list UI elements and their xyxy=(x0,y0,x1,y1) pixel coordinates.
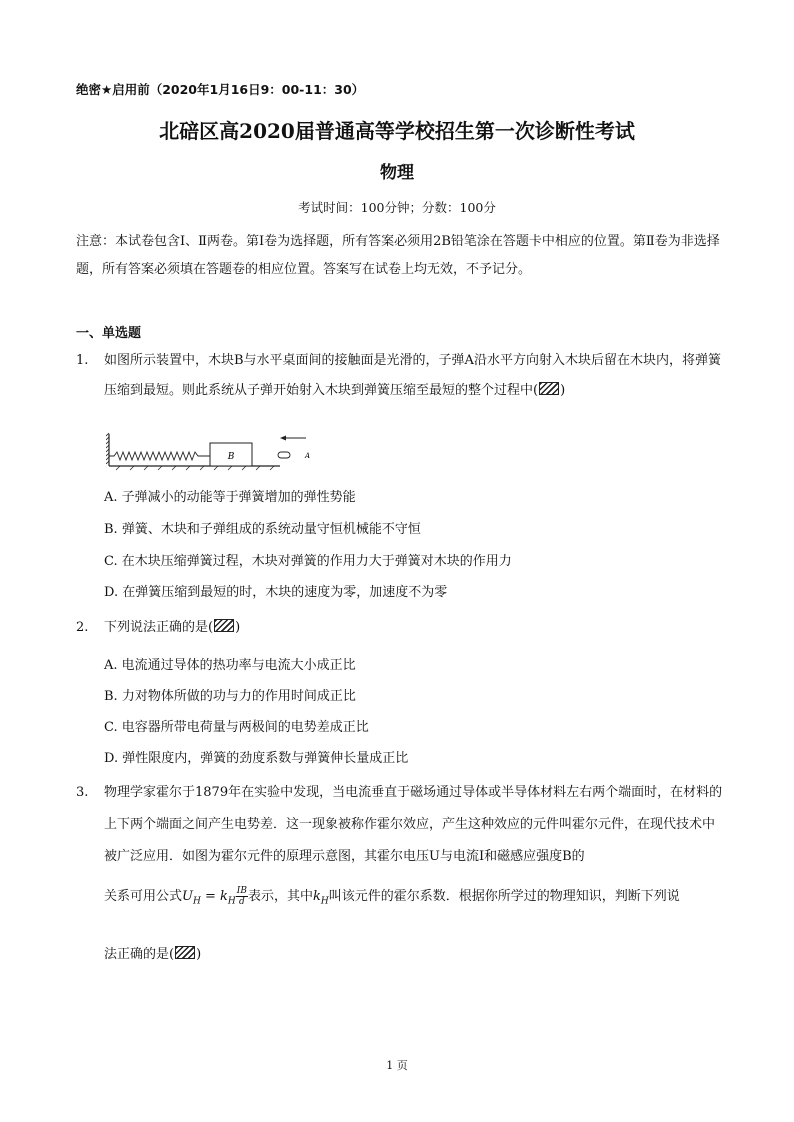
confidential-line: 绝密★启用前（2020年1月16日9：00-11：30） xyxy=(76,82,365,97)
question-number: 2. xyxy=(76,620,89,635)
answer-blank xyxy=(175,946,195,959)
q2-option-b: B. 力对物体所做的功与力的作用时间成正比 xyxy=(104,689,356,704)
q1-option-b: B. 弹簧、木块和子弹组成的系统动量守恒机械能不守恒 xyxy=(104,522,421,537)
q1-option-c: C. 在木块压缩弹簧过程，木块对弹簧的作用力大于弹簧对木块的作用力 xyxy=(104,554,512,569)
q2-option-d: D. 弹性限度内，弹簧的劲度系数与弹簧伸长量成正比 xyxy=(104,751,409,766)
section-heading: 一、单选题 xyxy=(76,326,142,341)
q2-option-a: A. 电流通过导体的热功率与电流大小成正比 xyxy=(104,658,356,673)
bullet-a xyxy=(278,452,290,458)
block-label: B xyxy=(227,452,235,462)
spring xyxy=(109,452,210,460)
exam-info: 考试时间：100分钟；分数：100分 xyxy=(298,200,496,215)
answer-blank xyxy=(214,619,234,632)
q1-option-a: A. 子弹减小的动能等于弹簧增加的弹性势能 xyxy=(104,490,356,505)
question-text: 如图所示装置中，木块B与水平桌面间的接触面是光滑的，子弹A沿水平方向射入木块后留在木块内，将弹簧压缩到最短。则此系统从子弹开始射入木块到弹簧压缩至最短的整个过程中( ) xyxy=(104,353,721,398)
exam-notice: 注意：本试卷包含Ⅰ、Ⅱ两卷。第Ⅰ卷为选择题，所有答案必须用2B铅笔涂在答题卡中相应的位置。第Ⅱ卷为非选择题，所有答案必须填在答题卷的相应位置。答案写在试卷上均无效，不予记分。 xyxy=(76,234,720,277)
hall-formula: $U_H = k_H$ $\frac{IB}{d}$ xyxy=(182,886,247,907)
answer-blank xyxy=(539,382,559,395)
question-3 xyxy=(76,777,726,873)
question-1 xyxy=(76,346,726,406)
hall-coefficient: $k_H$ xyxy=(312,889,329,907)
question-number: 3. xyxy=(76,785,89,800)
q2-option-c: C. 电容器所带电荷量与两极间的电势差成正比 xyxy=(104,720,369,735)
question-text: 下列说法正确的是( ) xyxy=(104,620,241,635)
subject-title: 物理 xyxy=(380,163,414,183)
question-2 xyxy=(76,613,726,643)
question-text: 物理学家霍尔于1879年在实验中发现，当电流垂直于磁场通过导体或半导体材料左右两个端面时，在材料的上下两个端面之间产生电势差．这一现象被称作霍尔效应，产生这种效应的元件叫霍尔元件，在现代技术中被广泛应用．如图为霍尔元件的原理示意图，其霍尔电压U与电流I和磁感应强度B的 xyxy=(104,785,723,864)
q1-option-d: D. 在弹簧压缩到最短的时，木块的速度为零，加速度不为零 xyxy=(104,585,448,600)
question-3-last-line: 法正确的是( ) xyxy=(104,947,202,962)
page-number: 1 页 xyxy=(386,1059,408,1072)
question-3-formula-line: 关系可用公式$U_H = k_H$ $\frac{IB}{d}$ 表示，其中$k_H$叫该元件的霍尔系数．根据你所学过的物理知识，判断下列说 xyxy=(104,886,680,907)
bullet-label: A xyxy=(305,452,311,460)
question-number: 1. xyxy=(76,353,89,368)
spring-block-bullet-diagram xyxy=(106,430,326,472)
exam-title: 北碚区高2020届普通高等学校招生第一次诊断性考试 xyxy=(159,119,635,143)
